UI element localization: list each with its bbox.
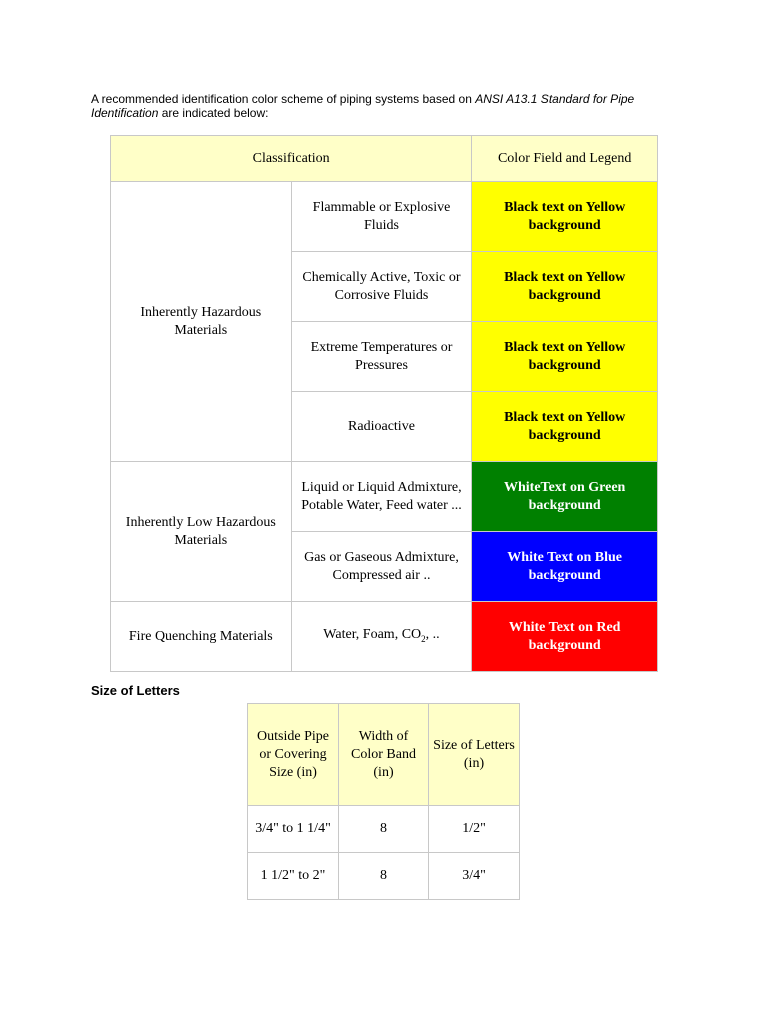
- table-row: [111, 602, 658, 672]
- letter-size-cell: 1/2": [429, 806, 520, 853]
- size-table-header-row: [248, 704, 520, 806]
- intro-text-2: are indicated below:: [158, 106, 269, 120]
- legend-cell-yellow: Black text on Yellow background: [472, 252, 658, 322]
- pipe-color-scheme-table: [110, 135, 658, 672]
- legend-cell-red: White Text on Red background: [472, 602, 658, 672]
- intro-paragraph: [91, 92, 651, 120]
- header-letter-size: Size of Letters (in): [429, 704, 520, 806]
- table-row: [248, 853, 520, 900]
- size-of-letters-heading: Size of Letters: [91, 683, 180, 698]
- legend-cell-yellow: Black text on Yellow background: [472, 182, 658, 252]
- group-hazardous: Inherently Hazardous Materials: [111, 182, 292, 462]
- legend-cell-green: WhiteText on Green background: [472, 462, 658, 532]
- header-outside-pipe-size: Outside Pipe or Covering Size (in): [248, 704, 339, 806]
- material-cell: Radioactive: [291, 392, 472, 462]
- material-cell: Extreme Temperatures or Pressures: [291, 322, 472, 392]
- legend-cell-yellow: Black text on Yellow background: [472, 392, 658, 462]
- material-text: Water, Foam, CO: [323, 626, 422, 642]
- legend-cell-yellow: Black text on Yellow background: [472, 322, 658, 392]
- pipe-size-cell: 1 1/2" to 2": [248, 853, 339, 900]
- table-header-row: [111, 136, 658, 182]
- size-of-letters-table: [247, 703, 520, 900]
- material-cell: [291, 602, 472, 672]
- material-cell: Flammable or Explosive Fluids: [291, 182, 472, 252]
- table-row: [111, 182, 658, 252]
- header-color-field-legend: Color Field and Legend: [472, 136, 658, 182]
- band-width-cell: 8: [339, 853, 429, 900]
- letter-size-cell: 3/4": [429, 853, 520, 900]
- subscript-2: 2: [421, 633, 426, 644]
- pipe-size-cell: 3/4" to 1 1/4": [248, 806, 339, 853]
- table-row: [111, 462, 658, 532]
- header-classification: Classification: [111, 136, 472, 182]
- material-text-end: , ..: [425, 626, 440, 642]
- group-low-hazardous: Inherently Low Hazardous Materials: [111, 462, 292, 602]
- group-fire-quenching: Fire Quenching Materials: [111, 602, 292, 672]
- intro-text-1: A recommended identification color scheme of piping systems based on: [91, 92, 476, 106]
- material-cell: Liquid or Liquid Admixture, Potable Water, Feed water ...: [291, 462, 472, 532]
- legend-cell-blue: White Text on Blue background: [472, 532, 658, 602]
- band-width-cell: 8: [339, 806, 429, 853]
- intro-standard-name: ANSI A13.1 Standard for Pipe Identification: [91, 92, 635, 120]
- table-row: [248, 806, 520, 853]
- header-color-band-width: Width of Color Band (in): [339, 704, 429, 806]
- material-cell: Gas or Gaseous Admixture, Compressed air ..: [291, 532, 472, 602]
- material-cell: Chemically Active, Toxic or Corrosive Fluids: [291, 252, 472, 322]
